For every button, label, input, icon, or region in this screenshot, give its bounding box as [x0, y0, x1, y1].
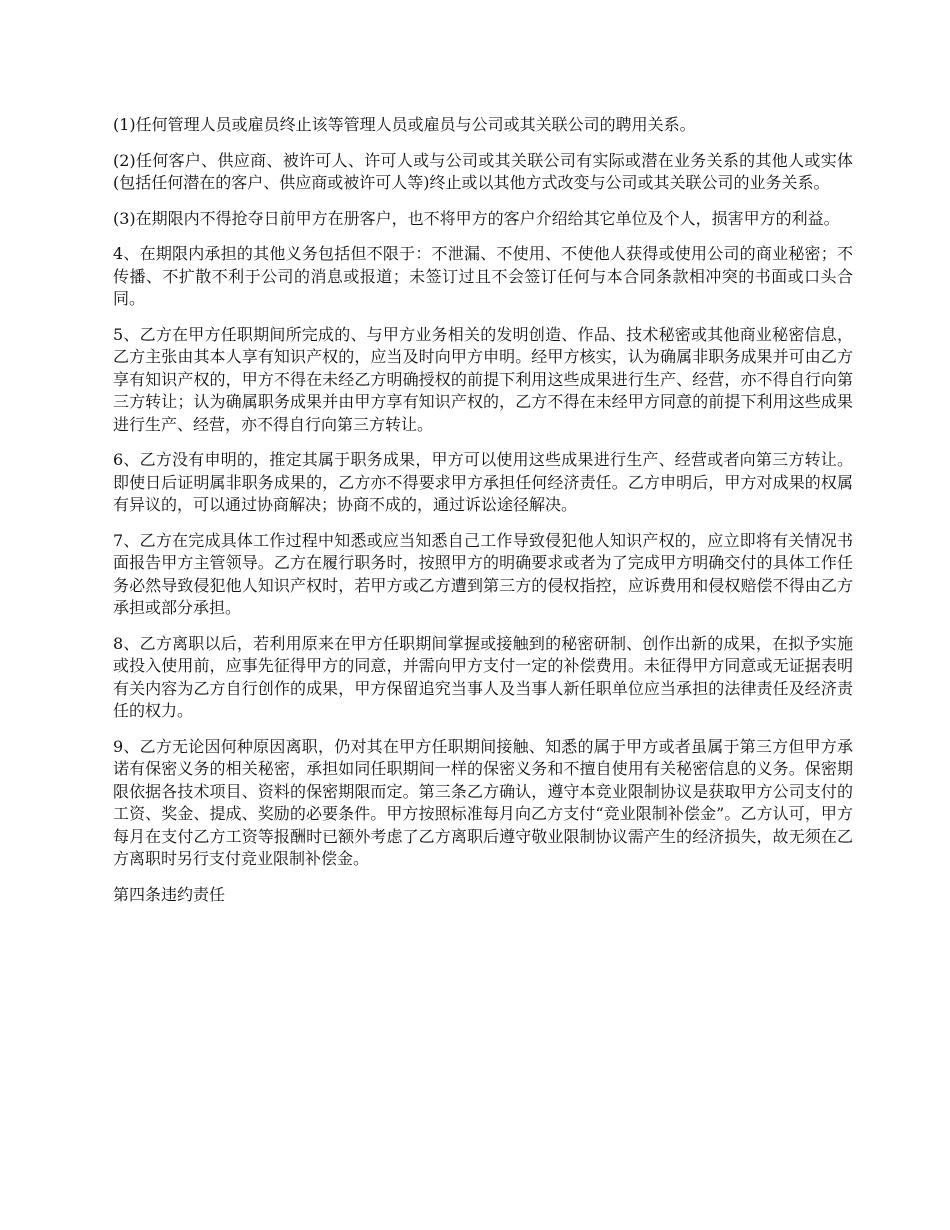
paragraph-clause-3: (3)在期限内不得抢夺日前甲方在册客户，也不将甲方的客户介绍给其它单位及个人，损害甲方的利益。: [113, 208, 840, 228]
paragraph-item-6: 6、乙方没有申明的，推定其属于职务成果，甲方可以使用这些成果进行生产、经营或者向第三方转让。即使日后证明属非职务成果的，乙方亦不得要求甲方承担任何经济责任。乙方申明后，甲方对成果的权属有异议的，可以通过协商解决；协商不成的，通过诉讼途径解决。: [113, 450, 853, 514]
paragraph-clause-1: (1)任何管理人员或雇员终止该等管理人员或雇员与公司或其关联公司的聘用关系。: [113, 115, 696, 134]
paragraph-item-5: 5、乙方在甲方任职期间所完成的、与甲方业务相关的发明创造、作品、技术秘密或其他商业秘密信息，乙方主张由其本人享有知识产权的，应当及时向甲方申明。经甲方核实，认为确属非职务成果并可由乙方享有知识产权的，甲方不得在未经乙方明确授权的前提下利用这些成果进行生产、经营，亦不得自行向第三方转让；认为确属职务成果并由甲方享有知识产权的，乙方不得在未经甲方同意的前提下利用这些成果进行生产、经营，亦不得自行向第三方转让。: [113, 324, 853, 434]
paragraph-item-7: 7、乙方在完成具体工作过程中知悉或应当知悉自己工作导致侵犯他人知识产权的，应立即将有关情况书面报告甲方主管领导。乙方在履行职务时，按照甲方的明确要求或者为了完成甲方明确交付的具体工作任务必然导致侵犯他人知识产权时，若甲方或乙方遭到第三方的侵权指控，应诉费用和侵权赔偿不得由乙方承担或部分承担。: [113, 530, 853, 617]
section-heading-article-4: 第四条违约责任: [113, 884, 226, 904]
paragraph-clause-2: (2)任何客户、供应商、被许可人、许可人或与公司或其关联公司有实际或潜在业务关系的其他人或实体(包括任何潜在的客户、供应商或被许可人等)终止或以其他方式改变与公司或其关联公司的业务关系。: [113, 150, 853, 192]
paragraph-item-8: 8、乙方离职以后，若利用原来在甲方任职期间掌握或接触到的秘密研制、创作出新的成果，在拟予实施或投入使用前，应事先征得甲方的同意，并需向甲方支付一定的补偿费用。未征得甲方同意或无证据表明有关内容为乙方自行创作的成果，甲方保留追究当事人及当事人新任职单位应当承担的法律责任及经济责任的权力。: [113, 633, 853, 720]
paragraph-item-4: 4、在期限内承担的其他义务包括但不限于：不泄漏、不使用、不使他人获得或使用公司的商业秘密；不传播、不扩散不利于公司的消息或报道；未签订过且不会签订任何与本合同条款相冲突的书面或口头合同。: [113, 244, 853, 308]
paragraph-item-9: 9、乙方无论因何种原因离职，仍对其在甲方任职期间接触、知悉的属于甲方或者虽属于第三方但甲方承诺有保密义务的相关秘密，承担如同任职期间一样的保密义务和不擅自使用有关秘密信息的义务。保密期限依据各技术项目、资料的保密期限而定。第三条乙方确认，遵守本竞业限制协议是获取甲方公司支付的工资、奖金、提成、奖励的必要条件。甲方按照标准每月向乙方支付“竞业限制补偿金”。乙方认可，甲方每月在支付乙方工资等报酬时已额外考虑了乙方离职后遵守敬业限制协议需产生的经济损失，故无须在乙方离职时另行支付竞业限制补偿金。: [113, 736, 853, 868]
document-body: [113, 114, 853, 919]
